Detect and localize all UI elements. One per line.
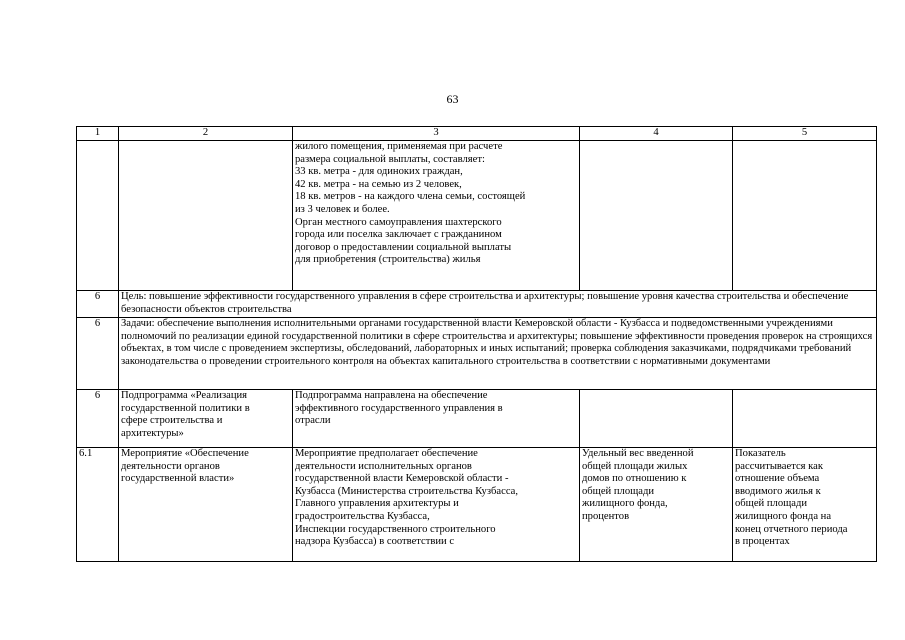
- row-number-cell: 6: [77, 318, 119, 390]
- text-line: размера социальной выплаты, составляет:: [295, 153, 485, 165]
- table-row-tasks: [77, 318, 877, 390]
- row-number-cell: 6: [77, 291, 119, 318]
- header-row: [77, 127, 877, 141]
- text-line: отрасли: [295, 415, 331, 427]
- text-line: жилищного фонда на: [735, 510, 832, 522]
- goal-text: Цель: повышение эффективности государственного управления в сфере строительства и архитектуры; повышение уровня качества строительства и обеспечение безопасности объектов строительства: [121, 291, 849, 315]
- text-line: 18 кв. метров - на каждого члена семьи, состоящей: [295, 191, 526, 203]
- text-line: рассчитывается как: [735, 460, 824, 472]
- text-line: отношение объема: [735, 473, 820, 485]
- program-table: [76, 126, 877, 562]
- table-row-continuation: [77, 141, 877, 291]
- text-line: 33 кв. метра - для одиноких граждан,: [295, 166, 463, 178]
- text-line: градостроительства Кузбасса,: [295, 510, 430, 522]
- method-cell: [733, 448, 877, 562]
- text-line: 42 кв. метра - на семью из 2 человек,: [295, 178, 462, 190]
- name-cell: [119, 390, 293, 448]
- row-number-cell: 6.1: [77, 448, 119, 562]
- goal-cell: [119, 291, 877, 318]
- column-header-3: 3: [293, 127, 580, 141]
- name-cell: [119, 448, 293, 562]
- text-line: государственной политики в: [121, 402, 250, 414]
- text-line: общей площади: [735, 498, 808, 510]
- tasks-text: Задачи: обеспечение выполнения исполнительными органами государственной власти Кемеровской области - Кузбасса и подведомственными учреждениями полномочий по реализации единой государственной политики в сфере строительства и архитектуры; повышение эффективности проведения проверок на строящихся объектах, в том числе с проведением экспертизы, обследований, лабораторных и иных испытаний; проверка соблюдения заказчиками, подрядчиками требований законодательства о проведении строительного контроля на объектах капитального строительства в соответствии с нормативными документами: [121, 318, 873, 367]
- text-line: процентов: [582, 510, 630, 522]
- name-cell: [119, 141, 293, 291]
- text-line: вводимого жилья к: [735, 485, 821, 497]
- text-line: архитектуры»: [121, 427, 184, 439]
- description-cell: [293, 390, 580, 448]
- text-line: Мероприятие «Обеспечение: [121, 448, 249, 459]
- column-header-1: 1: [77, 127, 119, 141]
- text-line: Орган местного самоуправления шахтерского: [295, 216, 502, 228]
- row-number-cell: [77, 141, 119, 291]
- text-line: государственной власти»: [121, 473, 235, 485]
- text-line: домов по отношению к: [582, 473, 687, 485]
- text-line: Мероприятие предполагает обеспечение: [295, 448, 478, 459]
- text-line: Инспекции государственного строительного: [295, 523, 496, 535]
- page-number: 63: [446, 92, 459, 106]
- tasks-cell: [119, 318, 877, 390]
- text-line: Кузбасса (Министерства строительства Кузбасса,: [295, 485, 519, 497]
- method-cell: [733, 141, 877, 291]
- text-line: деятельности исполнительных органов: [295, 460, 472, 472]
- indicator-cell: [580, 141, 733, 291]
- text-line: сфере строительства и: [121, 415, 223, 427]
- method-cell: [733, 390, 877, 448]
- text-line: Удельный вес введенной: [582, 448, 694, 459]
- indicator-cell: [580, 390, 733, 448]
- text-line: договор о предоставлении социальной выплаты: [295, 241, 512, 253]
- text-line: эффективного государственного управления в: [295, 402, 503, 414]
- text-line: Подпрограмма направлена на обеспечение: [295, 390, 488, 401]
- text-line: общей площади жилых: [582, 460, 688, 472]
- text-line: конец отчетного периода: [735, 523, 848, 535]
- text-line: Показатель: [735, 448, 786, 459]
- text-line: надзора Кузбасса) в соответствии с: [295, 536, 455, 548]
- text-line: общей площади: [582, 485, 655, 497]
- text-line: в процентах: [735, 536, 790, 548]
- column-header-5: 5: [733, 127, 877, 141]
- text-line: Главного управления архитектуры и: [295, 498, 459, 510]
- table-row-goal: [77, 291, 877, 318]
- table-row-measure: [77, 448, 877, 562]
- text-line: государственной власти Кемеровской области -: [295, 473, 509, 485]
- table-row-subprogram: [77, 390, 877, 448]
- text-line: для приобретения (строительства) жилья: [295, 254, 481, 266]
- text-line: Подпрограмма «Реализация: [121, 390, 248, 401]
- text-line: жилого помещения, применяемая при расчете: [295, 141, 503, 152]
- text-line: города или поселка заключает с гражданином: [295, 229, 502, 241]
- text-line: из 3 человек и более.: [295, 203, 390, 215]
- description-cell: [293, 448, 580, 562]
- indicator-cell: [580, 448, 733, 562]
- text-line: деятельности органов: [121, 460, 220, 472]
- text-line: жилищного фонда,: [582, 498, 668, 510]
- row-number-cell: 6: [77, 390, 119, 448]
- column-header-4: 4: [580, 127, 733, 141]
- column-header-2: 2: [119, 127, 293, 141]
- description-cell: [293, 141, 580, 291]
